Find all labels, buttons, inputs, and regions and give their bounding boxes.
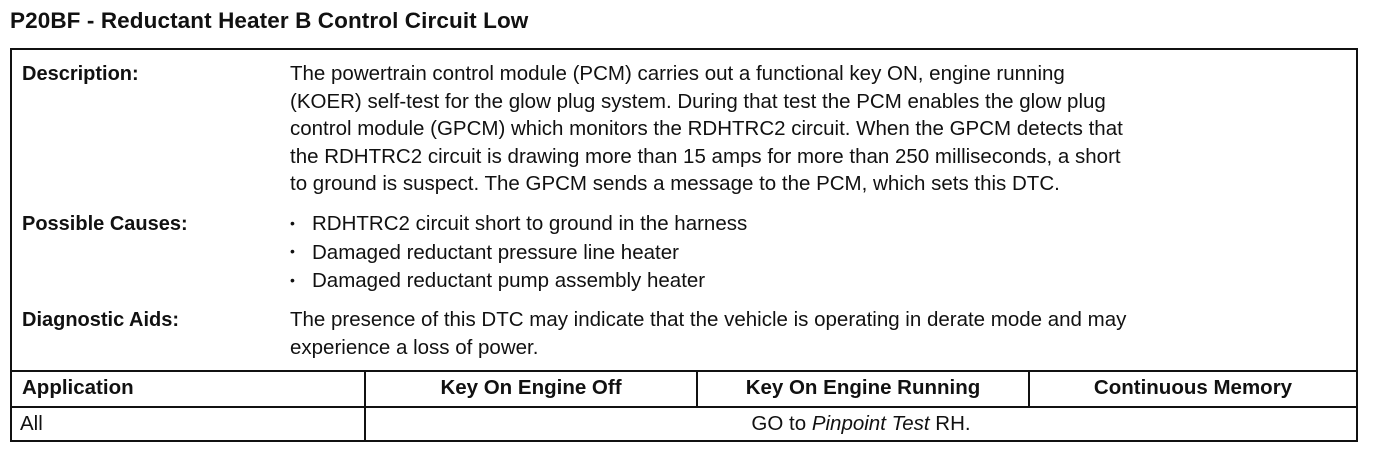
possible-causes-label: Possible Causes: [22, 213, 188, 235]
description-line: to ground is suspect. The GPCM sends a message to the PCM, which sets this DTC. [290, 172, 1060, 195]
cell-action [366, 408, 1356, 440]
cause-item [290, 239, 1350, 268]
header-continuous-memory: Continuous Memory [1093, 376, 1293, 399]
header-key-on-engine-off: Key On Engine Off [440, 376, 622, 399]
dtc-info-box [10, 48, 1358, 442]
bullet-icon: • [290, 271, 295, 288]
table-col-divider [696, 372, 698, 406]
description-label: Description: [22, 63, 139, 85]
diagnostic-aids-line: The presence of this DTC may indicate that the vehicle is operating in derate mode and may [290, 308, 1127, 331]
description-text [290, 60, 1350, 198]
description-line: The powertrain control module (PCM) carries out a functional key ON, engine running [290, 62, 1065, 85]
dtc-info-section [12, 50, 1356, 370]
page-title: P20BF - Reductant Heater B Control Circuit Low [10, 8, 529, 33]
description-line: control module (GPCM) which monitors the RDHTRC2 circuit. When the GPCM detects that [290, 117, 1123, 140]
cause-item [290, 267, 1350, 296]
cause-text: Damaged reductant pressure line heater [312, 240, 679, 264]
description-line: the RDHTRC2 circuit is drawing more than 15 amps for more than 250 milliseconds, a short [290, 144, 1121, 168]
description-line: (KOER) self-test for the glow plug system. During that test the PCM enables the glow plug [290, 89, 1106, 113]
cause-item [290, 210, 1350, 239]
bullet-icon: • [290, 214, 295, 231]
bullet-icon: • [290, 243, 295, 260]
diagnostic-aids-text [290, 306, 1350, 361]
pinpoint-test-link[interactable]: Pinpoint Test [811, 412, 930, 435]
diagnostic-aids-line: experience a loss of power. [290, 335, 539, 359]
action-suffix: RH. [929, 412, 971, 435]
table-col-divider [1028, 372, 1030, 406]
header-key-on-engine-running: Key On Engine Running [745, 376, 981, 399]
cause-text: RDHTRC2 circuit short to ground in the harness [312, 212, 748, 235]
application-table [12, 370, 1356, 444]
cell-application-all: All [20, 412, 43, 435]
cause-text: Damaged reductant pump assembly heater [312, 269, 706, 293]
action-prefix: GO to [751, 412, 812, 435]
header-application: Application [22, 376, 134, 399]
possible-causes-list [290, 210, 1350, 296]
diagnostic-aids-label: Diagnostic Aids: [22, 309, 180, 331]
